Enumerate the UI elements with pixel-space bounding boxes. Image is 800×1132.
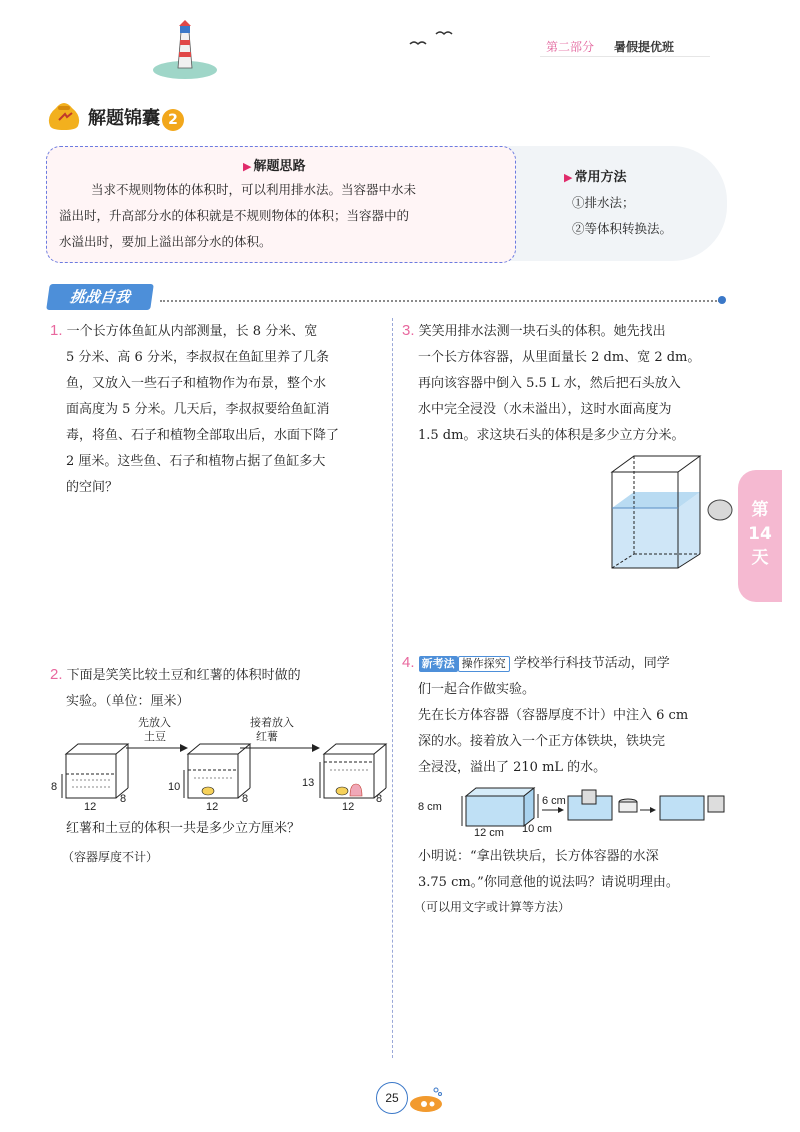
question-2 (50, 662, 385, 715)
arrow-icon (650, 807, 656, 813)
box3-width: 8 (376, 793, 383, 805)
question-4-line-5: 全浸没，溢出了 210 mL 的水。 (418, 760, 607, 775)
question-3-line-5: 1.5 dm。求这块石头的体积是多少立方分米。 (418, 428, 685, 443)
question-3 (402, 318, 737, 449)
divider-dot (718, 296, 726, 304)
thinking-panel (46, 146, 516, 263)
birds-icon (408, 26, 458, 48)
question-1-line-3: 鱼，又放入一些石子和植物作为布景，整个水 (66, 376, 327, 391)
page-number: 25 (376, 1082, 408, 1114)
potato-icon (202, 787, 214, 795)
submarine-icon (406, 1084, 444, 1116)
question-4-note: （可以用文字或计算等方法） (414, 900, 571, 914)
sweet-potato-icon (350, 784, 362, 796)
box2-length: 12 (206, 801, 219, 812)
question-1-number: 1. (50, 322, 63, 339)
question-3-line-2: 一个长方体容器，从里面量长 2 dm、宽 2 dm。 (418, 350, 701, 365)
question-1-line-1: 一个长方体鱼缸从内部测量，长 8 分米、宽 (66, 324, 318, 339)
question-2-number: 2. (50, 666, 63, 683)
header-rule (540, 56, 710, 57)
challenge-label: 挑战自我 (68, 288, 132, 306)
container-box-3 (320, 744, 386, 798)
stone-icon (708, 500, 732, 520)
operation-explore-tag: 操作探究 (458, 656, 510, 672)
container-box-1 (62, 744, 128, 798)
header-part-label: 第二部分 (546, 40, 595, 54)
day-tab (738, 470, 782, 602)
question-2-note: （容器厚度不计） (62, 850, 159, 864)
thinking-heading-text: 解题思路 (253, 159, 306, 174)
potato-icon (336, 787, 348, 795)
question-4-line-2: 们一起合作做实验。 (418, 682, 536, 697)
challenge-banner (46, 284, 154, 310)
iron-block-experiment-diagram (418, 782, 738, 838)
question-4-line-1: 学校举行科技节活动，同学 (513, 656, 670, 671)
question-1-line-4: 面高度为 5 分米。几天后，李叔叔要给鱼缸消 (66, 402, 330, 417)
question-1-line-6: 2 厘米。这些鱼、石子和植物占据了鱼缸多大 (66, 454, 326, 469)
potato-experiment-diagram (50, 712, 388, 812)
container-box-2 (184, 744, 250, 798)
day-tab-line-1: 第 (751, 500, 769, 520)
box1-width: 8 (120, 793, 127, 805)
iron-cube-icon (582, 790, 596, 804)
new-method-tag: 新考法 (419, 656, 458, 672)
section-title-text: 解题锦囊 (88, 108, 160, 129)
methods-panel (492, 146, 727, 261)
question-3-number: 3. (402, 322, 415, 339)
method-item-1: ①排水法； (572, 195, 635, 210)
arrow2-label-line2: 红薯 (256, 730, 278, 743)
triangle-icon: ▶ (564, 171, 573, 184)
question-4-after-line-1: 小明说：“拿出铁块后，长方体容器的水深 (418, 849, 659, 864)
box2-height: 10 (168, 781, 181, 793)
question-3-line-1: 笑笑用排水法测一块石头的体积。她先找出 (418, 324, 666, 339)
triangle-icon: ▶ (243, 160, 252, 173)
question-3-line-3: 再向该容器中倒入 5.5 L 水，然后把石头放入 (418, 376, 681, 391)
question-2-line-1: 下面是笑笑比较土豆和红薯的体积时做的 (66, 668, 301, 683)
day-tab-line-2: 14 (748, 524, 772, 544)
methods-heading (564, 166, 626, 185)
q4-width-label: 10 cm (522, 823, 552, 835)
thinking-line-1: 当求不规则物体的体积时，可以利用排水法。当容器中水未 (91, 182, 417, 197)
box1-length: 12 (84, 801, 97, 812)
q4-water-label: 6 cm (542, 795, 566, 807)
day-tab-line-3: 天 (751, 548, 769, 568)
box3-length: 12 (342, 801, 355, 812)
q4-length-label: 12 cm (474, 827, 504, 838)
q4-height-label: 8 cm (418, 801, 442, 813)
question-1-line-2: 5 分米、高 6 分米，李叔叔在鱼缸里养了几条 (66, 350, 329, 365)
arrow1-label-line1: 先放入 (138, 716, 171, 729)
box2-width: 8 (242, 793, 249, 805)
header-class-label: 暑假提优班 (614, 40, 675, 54)
box3-height: 13 (302, 777, 315, 789)
method-item-2: ②等体积转换法。 (572, 221, 673, 236)
dotted-divider (160, 300, 720, 302)
question-4 (402, 650, 742, 781)
arrow-icon (180, 744, 188, 752)
question-4-line-4: 深的水。接着放入一个正方体铁块，铁块完 (418, 734, 666, 749)
money-bag-icon (46, 96, 82, 132)
question-1-line-7: 的空间？ (66, 480, 119, 495)
iron-cube-icon (708, 796, 724, 812)
question-4-after (418, 844, 748, 896)
question-1 (50, 318, 385, 501)
section-number-badge: 2 (162, 109, 184, 131)
arrow1-label-line2: 土豆 (144, 730, 166, 743)
question-3-line-4: 水中完全浸没（水未溢出），这时水面高度为 (418, 402, 672, 417)
arrow-icon (558, 807, 564, 813)
question-4-number: 4. (402, 654, 415, 671)
question-4-line-3: 先在长方体容器（容器厚度不计）中注入 6 cm (418, 708, 689, 723)
thinking-line-2: 溢出时，升高部分水的体积就是不规则物体的体积；当容器中的 (59, 208, 410, 223)
column-separator (392, 318, 393, 1058)
thinking-line-3: 水溢出时，要加上溢出部分水的体积。 (59, 234, 272, 249)
question-4-after-line-2: 3.75 cm。”你同意他的说法吗？请说明理由。 (418, 875, 679, 890)
arrow2-label-line1: 接着放入 (250, 716, 294, 729)
question-2-ask: 红薯和土豆的体积一共是多少立方厘米？ (66, 821, 301, 836)
lighthouse-icon (150, 18, 220, 80)
question-1-line-5: 毒，将鱼、石子和植物全部取出后，水面下降了 (66, 428, 340, 443)
question-2-line-2: 实验。（单位：厘米） (66, 694, 190, 709)
container-with-stone-diagram (608, 452, 738, 572)
arrow-icon (312, 744, 320, 752)
section-title (88, 104, 184, 131)
methods-heading-text: 常用方法 (574, 170, 627, 185)
thinking-heading (243, 155, 305, 174)
box1-height: 8 (51, 781, 58, 793)
